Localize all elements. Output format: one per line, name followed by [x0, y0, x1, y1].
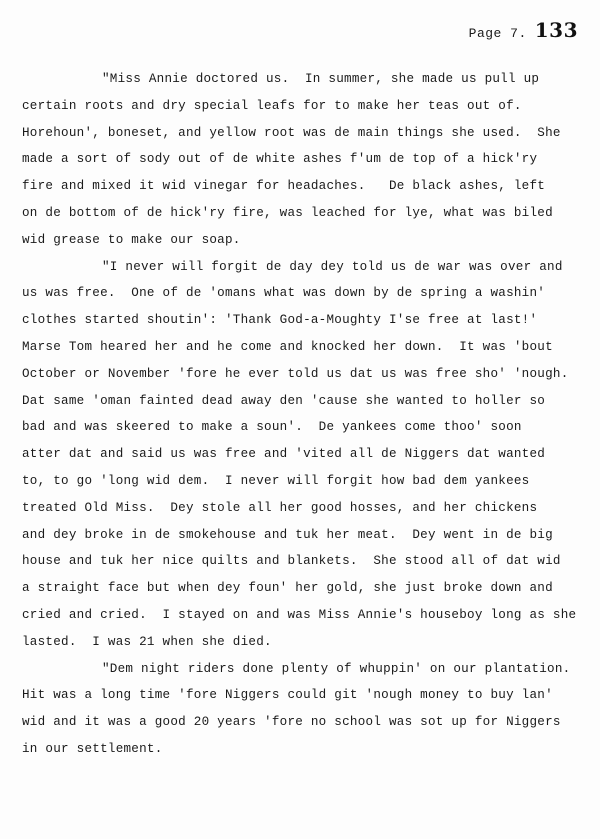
text-line: clothes started shoutin': 'Thank God-a-Moughty I'se free at last!' [22, 313, 538, 328]
text-line: "I never will forgit de day dey told us de war was over and [102, 259, 563, 274]
page-label: Page 7. [468, 26, 527, 41]
text-line: October or November 'fore he ever told us dat us was free sho' 'nough. [22, 366, 569, 381]
text-line: on de bottom of de hick'ry fire, was leached for lye, what was biled [22, 205, 553, 220]
text-line: us was free. One of de 'omans what was down by de spring a washin' [22, 286, 546, 301]
text-line: treated Old Miss. Dey stole all her good hosses, and her chickens [22, 500, 538, 515]
text-line: atter dat and said us was free and 'vited all de Niggers dat wanted [22, 447, 546, 462]
text-line: "Dem night riders done plenty of whuppin' on our plantation. [102, 661, 571, 676]
page-header [469, 18, 578, 42]
page-number-stamp: 133 [534, 18, 578, 42]
text-line: Dat same 'oman fainted dead away den 'cause she wanted to holler so [22, 393, 546, 408]
text-line: a straight face but when dey foun' her gold, she just broke down and [22, 581, 553, 596]
text-line: lasted. I was 21 when she died. [22, 634, 272, 649]
text-line: in our settlement. [22, 741, 163, 756]
text-line: bad and was skeered to make a soun'. De yankees come thoo' soon [22, 420, 522, 435]
text-line: wid grease to make our soap. [22, 232, 241, 247]
text-line: house and tuk her nice quilts and blankets. She stood all of dat wid [22, 554, 561, 569]
text-line: Horehoun', boneset, and yellow root was de main things she used. She [22, 125, 561, 140]
document-body [22, 66, 582, 763]
text-line: "Miss Annie doctored us. In summer, she made us pull up [102, 72, 540, 86]
text-line: wid and it was a good 20 years 'fore no school was sot up for Niggers [22, 715, 561, 730]
text-line: fire and mixed it wid vinegar for headaches. De black ashes, left [22, 179, 546, 194]
text-line: Hit was a long time 'fore Niggers could git 'nough money to buy lan' [22, 688, 553, 703]
text-line: cried and cried. I stayed on and was Miss Annie's houseboy long as she [22, 607, 577, 622]
text-line: Marse Tom heared her and he come and knocked her down. It was 'bout [22, 339, 553, 354]
text-line: certain roots and dry special leafs for to make her teas out of. [22, 98, 522, 113]
text-line: and dey broke in de smokehouse and tuk her meat. Dey went in de big [22, 527, 553, 542]
text-line: to, to go 'long wid dem. I never will forgit how bad dem yankees [22, 473, 530, 488]
text-line: made a sort of sody out of de white ashes f'um de top of a hick'ry [22, 152, 538, 167]
